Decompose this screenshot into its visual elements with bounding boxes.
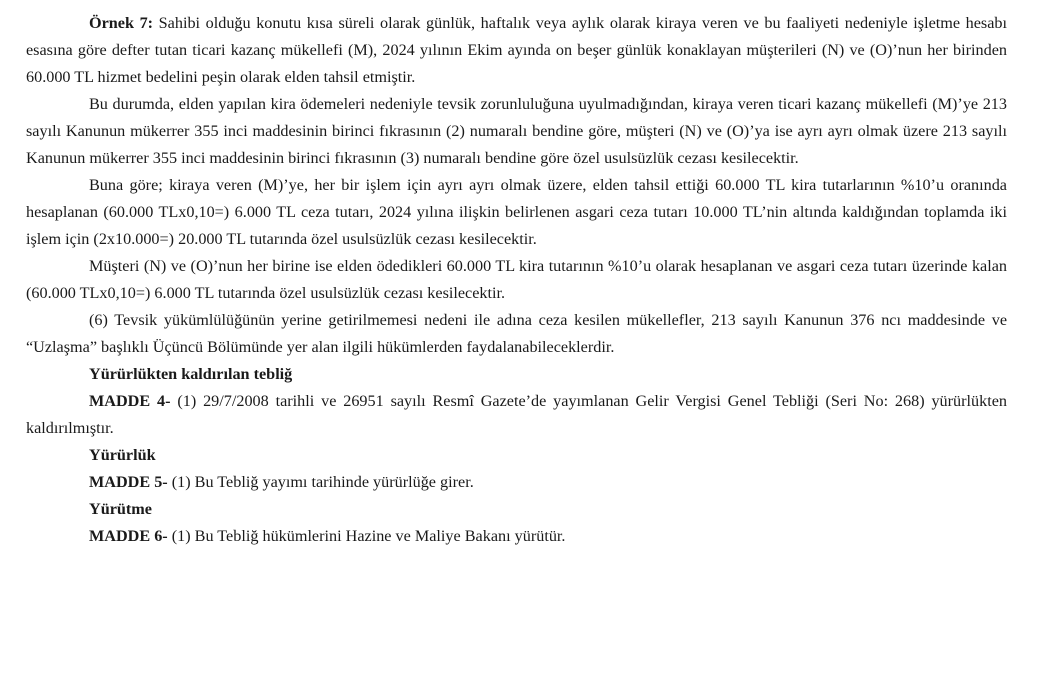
section-heading-effect: Yürürlük [89, 446, 156, 464]
section-heading-execution: Yürütme [89, 500, 152, 518]
example-text: Sahibi olduğu konutu kısa süreli olarak günlük, haftalık veya aylık olarak kiraya veren ve bu faaliyeti nedeniyle işletme hesabı esasına göre defter tutan ticari kazanç mükellefi (M), 2024 yılının Ekim ayında on beşer günlük konaklayan müşterileri (N) ve (O)’nun her birinden 60.000 TL hizmet bedelini peşin olarak elden tahsil etmiştir. [26, 14, 1008, 86]
article-6 [26, 523, 1007, 550]
article-4 [26, 388, 1007, 442]
body-paragraph-4: (6) Tevsik yükümlülüğünün yerine getirilmemesi nedeni ile adına ceza kesilen mükellefler, 213 sayılı Kanunun 376 ncı maddesinde ve “Uzlaşma” başlıklı Üçüncü Bölümünde yer alan ilgili hükümlerden faydalanabileceklerdir. [26, 311, 1007, 356]
example-label: Örnek 7: [89, 14, 154, 32]
article-5 [26, 469, 1007, 496]
body-paragraph-1: Bu durumda, elden yapılan kira ödemeleri nedeniyle tevsik zorunluluğuna uyulmadığından, kiraya veren ticari kazanç mükellefi (M)’ye 213 sayılı Kanunun mükerrer 355 inci maddesinin birinci fıkrasının (2) numaralı bendine göre, müşteri (N) ve (O)’ya ise ayrı ayrı olmak üzere 213 sayılı Kanunun mükerrer 355 inci maddesinin birinci fıkrasının (3) numaralı bendine göre özel usulsüzlük cezası kesilecektir. [26, 95, 1007, 167]
section-heading-repeal: Yürürlükten kaldırılan tebliğ [89, 365, 293, 383]
example-paragraph [26, 10, 1007, 91]
article-5-label: MADDE 5- [89, 473, 168, 491]
article-4-label: MADDE 4- [89, 392, 171, 410]
document-page [26, 10, 1007, 550]
body-paragraph-3: Müşteri (N) ve (O)’nun her birine ise elden ödedikleri 60.000 TL kira tutarının %10’u olarak hesaplanan ve asgari ceza tutarı üzerinde kalan (60.000 TLx0,10=) 6.000 TL tutarında özel usulsüzlük cezası kesilecektir. [26, 257, 1007, 302]
article-5-text: (1) Bu Tebliğ yayımı tarihinde yürürlüğe girer. [167, 473, 474, 491]
article-4-text: (1) 29/7/2008 tarihli ve 26951 sayılı Resmî Gazete’de yayımlanan Gelir Vergisi Genel Tebliği (Seri No: 268) yürürlükten kaldırılmıştır. [26, 392, 1007, 437]
body-paragraph-2: Buna göre; kiraya veren (M)’ye, her bir işlem için ayrı ayrı olmak üzere, elden tahsil ettiği 60.000 TL kira tutarlarının %10’u oranında hesaplanan (60.000 TLx0,10=) 6.000 TL ceza tutarı, 2024 yılına ilişkin belirlenen asgari ceza tutarı 10.000 TL’nin altında kaldığından toplamda iki işlem için (2x10.000=) 20.000 TL tutarında özel usulsüzlük cezası kesilecektir. [26, 176, 1007, 248]
article-6-label: MADDE 6- [89, 527, 168, 545]
article-6-text: (1) Bu Tebliğ hükümlerini Hazine ve Maliye Bakanı yürütür. [167, 527, 566, 545]
